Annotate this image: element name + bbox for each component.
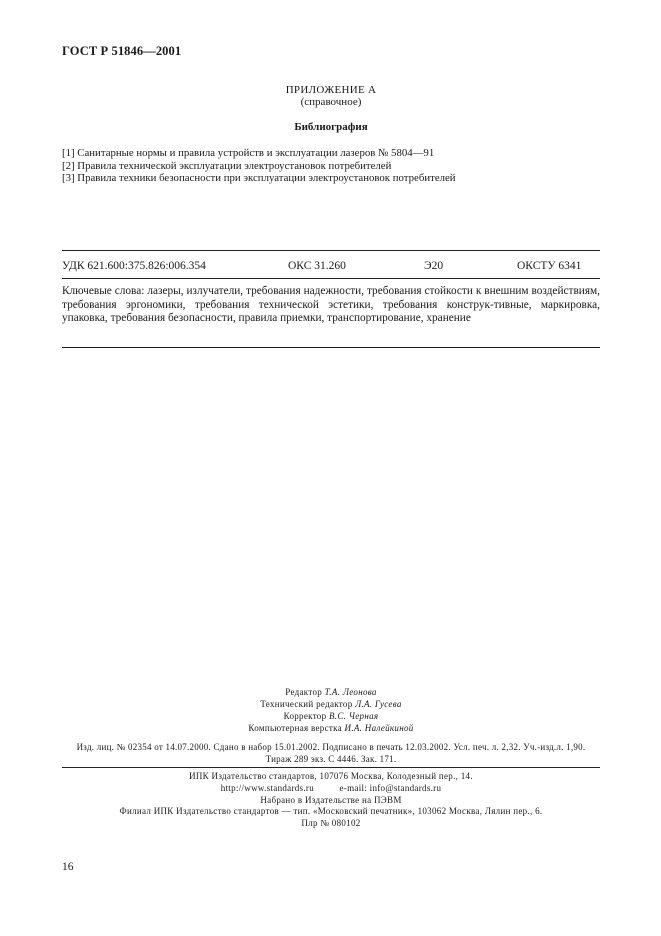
publisher-block bbox=[62, 771, 600, 830]
okstu-code: ОКСТУ 6341 bbox=[517, 260, 582, 272]
page-number: 16 bbox=[62, 861, 74, 873]
document-id: ГОСТ Р 51846—2001 bbox=[62, 44, 182, 58]
oks-code: ОКС 31.260 bbox=[288, 260, 346, 272]
editor-line: Технический редактор Л.А. Гусева bbox=[260, 699, 402, 709]
divider-bottom bbox=[62, 347, 600, 348]
editors-block bbox=[62, 686, 600, 734]
license-line: Тираж 289 экз. С 4446. Зак. 171. bbox=[265, 754, 397, 764]
publisher-line: Плр № 080102 bbox=[301, 818, 361, 829]
keywords-text: Ключевые слова: лазеры, излучатели, требования надежности, требования стойкости к внешним воздействиям, требования эргономики, требования технической эстетики, требования конструк-тивные, маркировка, упаковка, требования безопасности, правила приемки, транспортирование, хранение bbox=[62, 285, 600, 324]
license-line: Изд. лиц. № 02354 от 14.07.2000. Сдано в набор 15.01.2002. Подписано в печать 12.03.2002. Усл. печ. л. 2,32. Уч.-изд.л. 1,90. bbox=[76, 742, 586, 752]
appendix-subtitle: (справочное) bbox=[300, 96, 362, 108]
editor-line: Компьютерная верстка И.А. Налейкиной bbox=[248, 723, 414, 733]
divider-imprint bbox=[62, 767, 600, 768]
bibliography-item: [3] Правила техники безопасности при эксплуатации электроустановок потребителей bbox=[62, 172, 456, 184]
divider-top bbox=[62, 250, 600, 251]
license-block bbox=[62, 741, 600, 765]
publisher-web-line: http://www.standards.ru e-mail: info@standards.ru bbox=[220, 782, 442, 793]
publisher-line: ИПК Издательство стандартов, 107076 Москва, Колодезный пер., 14. bbox=[189, 771, 473, 781]
publisher-line: Набрано в Издательстве на ПЭВМ bbox=[260, 794, 402, 805]
editor-line: Корректор В.С. Черная bbox=[283, 711, 379, 721]
bibliography-item: [2] Правила технической эксплуатации электроустановок потребителей bbox=[62, 159, 392, 172]
bibliography-item: [1] Санитарные нормы и правила устройств и эксплуатации лазеров № 5804—91 bbox=[62, 147, 435, 159]
bibliography-title: Библиография bbox=[294, 121, 368, 133]
divider-middle bbox=[62, 278, 600, 279]
udk-code: УДК 621.600:375.826:006.354 bbox=[62, 260, 206, 272]
editor-line: Редактор Т.А. Леонова bbox=[285, 687, 377, 697]
bibliography-list bbox=[62, 147, 456, 185]
category-code: Э20 bbox=[424, 260, 444, 272]
publisher-line: Филиал ИПК Издательство стандартов — тип. «Московский печатник», 103062 Москва, Лялин пер., 6. bbox=[119, 806, 543, 817]
appendix-title: ПРИЛОЖЕНИЕ А bbox=[285, 84, 377, 96]
